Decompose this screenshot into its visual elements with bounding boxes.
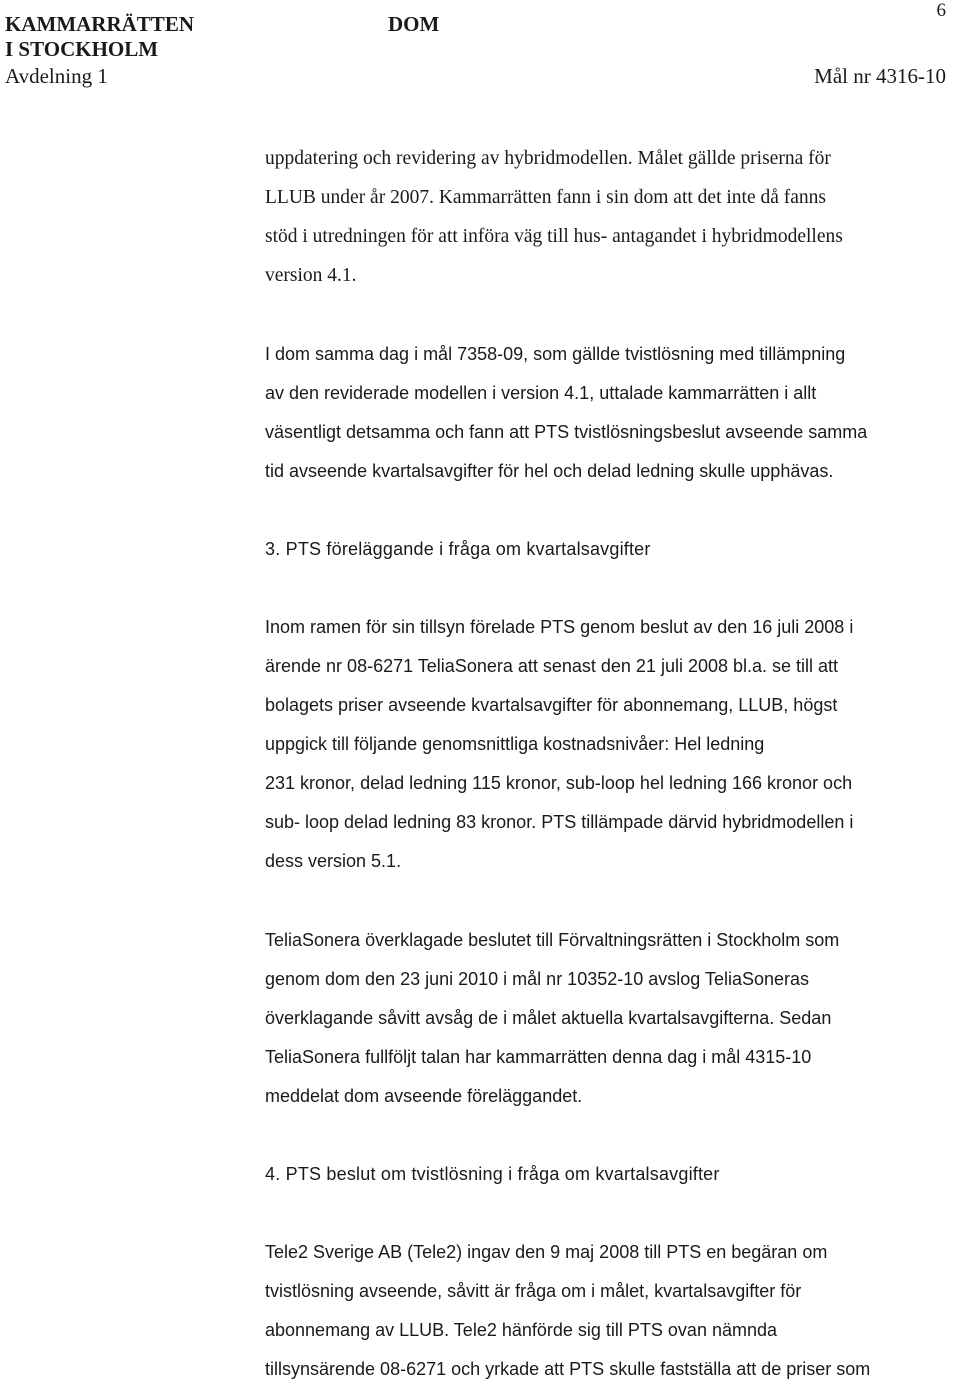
text-line: abonnemang av LLUB. Tele2 hänförde sig till PTS ovan nämnda [265, 1320, 777, 1340]
text-line: dess version 5.1. [265, 851, 402, 871]
text-line: TeliaSonera överklagade beslutet till Förvaltningsrätten i Stockholm som [265, 930, 840, 950]
text-line: uppgick till följande genomsnittliga kostnadsnivåer: Hel ledning [265, 734, 765, 754]
text-line: bolagets priser avseende kvartalsavgifter för abonnemang, LLUB, högst [265, 695, 838, 715]
court-title [5, 12, 194, 62]
paragraph-3 [265, 608, 955, 881]
text-line: meddelat dom avseende föreläggandet. [265, 1086, 583, 1106]
text-line: uppdatering och revidering av hybridmodellen. Målet gällde priserna för [265, 148, 831, 169]
text-line: stöd i utredningen för att införa väg till hus- antagandet i hybridmodellens [265, 226, 843, 247]
case-number: Mål nr 4316-10 [814, 64, 946, 88]
paragraph-5 [265, 1233, 955, 1389]
text-line: LLUB under år 2007. Kammarrätten fann i sin dom att det inte då fanns [265, 187, 827, 208]
text-line: Inom ramen för sin tillsyn förelade PTS genom beslut av den 16 juli 2008 i [265, 617, 854, 637]
heading-text: 3. PTS föreläggande i fråga om kvartalsavgifter [265, 539, 651, 559]
document-type: DOM [388, 12, 440, 36]
text-line: genom dom den 23 juni 2010 i mål nr 10352-10 avslog TeliaSoneras [265, 969, 810, 989]
text-line: överklagande såvitt avsåg de i målet aktuella kvartalsavgifterna. Sedan [265, 1008, 832, 1028]
text-line: tid avseende kvartalsavgifter för hel och delad ledning skulle upphävas. [265, 461, 834, 481]
page-number: 6 [936, 0, 946, 21]
text-line: I dom samma dag i mål 7358-09, som gällde tvistlösning med tillämpning [265, 344, 846, 364]
paragraph-4 [265, 921, 955, 1116]
paragraph-1 [265, 139, 955, 295]
department: Avdelning 1 [5, 64, 108, 88]
text-line: Tele2 Sverige AB (Tele2) ingav den 9 maj 2008 till PTS en begäran om [265, 1242, 828, 1262]
text-line: version 4.1. [265, 265, 357, 286]
section-heading-4 [265, 1155, 955, 1194]
text-line: ärende nr 08-6271 TeliaSonera att senast den 21 juli 2008 bl.a. se till att [265, 656, 839, 676]
heading-text: 4. PTS beslut om tvistlösning i fråga om kvartalsavgifter [265, 1164, 720, 1184]
text-line: väsentligt detsamma och fann att PTS tvistlösningsbeslut avseende samma [265, 422, 868, 442]
text-line: tvistlösning avseende, såvitt är fråga om i målet, kvartalsavgifter för [265, 1281, 802, 1301]
text-line: tillsynsärende 08-6271 och yrkade att PTS skulle fastställa att de priser som [265, 1359, 871, 1379]
text-line: 231 kronor, delad ledning 115 kronor, sub-loop hel ledning 166 kronor och [265, 773, 853, 793]
paragraph-2 [265, 335, 955, 491]
section-heading-3 [265, 530, 955, 569]
text-line: TeliaSonera fullföljt talan har kammarrätten denna dag i mål 4315-10 [265, 1047, 812, 1067]
text-line: sub- loop delad ledning 83 kronor. PTS tillämpade därvid hybridmodellen i [265, 812, 854, 832]
text-line: av den reviderade modellen i version 4.1, uttalade kammarrätten i allt [265, 383, 817, 403]
court-name [5, 12, 194, 62]
court-line-1: KAMMARRÄTTEN [5, 12, 194, 36]
court-line-2: I STOCKHOLM [5, 37, 159, 61]
